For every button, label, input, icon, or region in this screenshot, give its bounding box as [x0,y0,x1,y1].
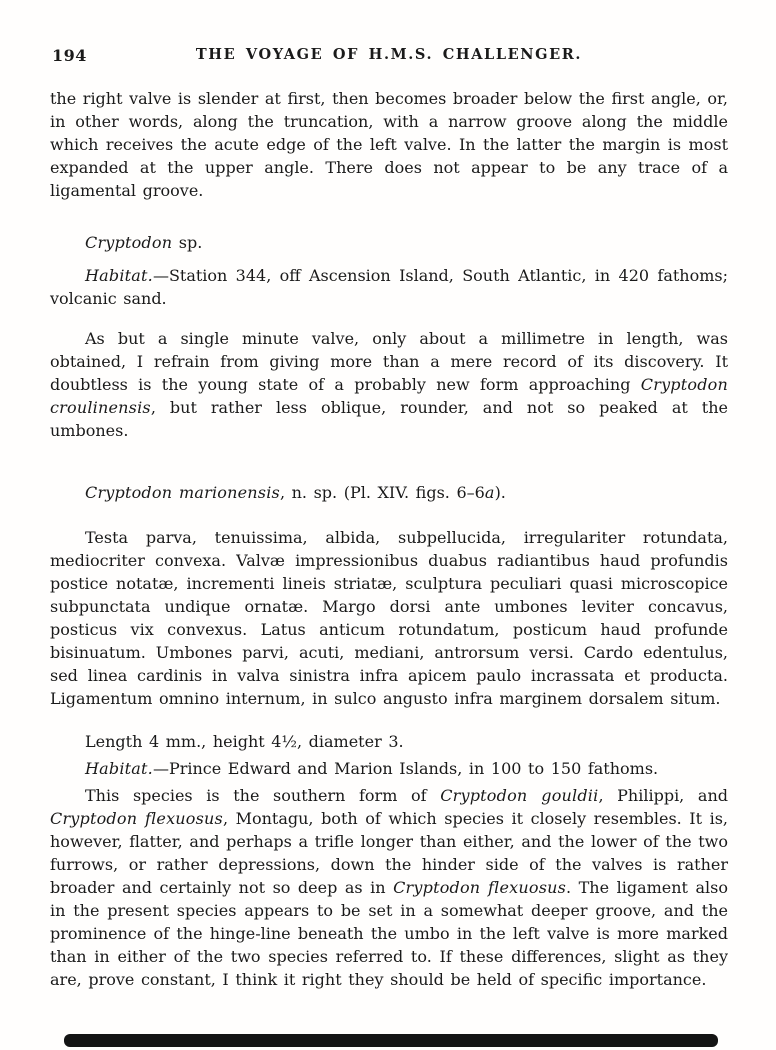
scan-artifact-bar [64,1034,718,1047]
paragraph-habitat-station: Habitat.—Station 344, off Ascension Island, South Atlantic, in 420 fathoms; volcanic sand. [50,266,728,308]
page-header [50,46,728,66]
page-number: 194 [52,46,87,65]
species-heading-cryptodon-marionensis: Cryptodon marionensis, n. sp. (Pl. XIV. figs. 6–6a). [85,483,506,502]
paragraph-continuation: the right valve is slender at first, then becomes broader below the first angle, or, in other words, along the truncation, with a narrow groove along the middle which receives the acute edge of the left valve. In the latter the margin is most expanded at the upper angle. There does not appear to be any trace of a ligamental groove. [50,89,728,200]
running-title: THE VOYAGE OF H.M.S. CHALLENGER. [195,46,583,63]
paragraph-latin-description: Testa parva, tenuissima, albida, subpellucida, irregulariter rotundata, mediocriter convexa. Valvæ impressionibus duabus radiantibus haud profundis postice notatæ, incrementi lineis striatæ, sculptura peculiari quasi microscopice subpunctata undique ornatæ. Margo dorsi ante umbones leviter concavus, posticus vix convexus. Latus anticum rotundatum, posticum haud profunde bisinuatum. Umbones parvi, acuti, mediani, antrorsum versi. Cardo edentulus, sed linea cardinis in valva sinistra infra apicem paulo incrassata et producta. Ligamentum omnino internum, in sulco angusto infra marginem dorsalem situm. [50,528,728,708]
paragraph-species-comparison: This species is the southern form of Cryptodon gouldii, Philippi, and Cryptodon flexuosus, Montagu, both of which species it closely resembles. It is, however, flatter, and perhaps a trifle longer than either, and the lower of the two furrows, or rather depressions, down the hinder side of the valves is rather broader and certainly not so deep as in Cryptodon flexuosus. The ligament also in the present species appears to be set in a somewhat deeper groove, and the prominence of the hinge-line beneath the umbo in the left valve is more marked than in either of the two species referred to. If these differences, slight as they are, prove constant, I think it right they should be held of specific importance. [50,786,729,989]
page-body [50,87,728,991]
species-heading-cryptodon-sp: Cryptodon sp. [85,233,203,252]
paragraph-single-valve: As but a single minute valve, only about a millimetre in length, was obtained, I refrain from giving more than a mere record of its discovery. It doubtless is the young state of a probably new form approaching Cryptodon croulinensis, but rather less oblique, rounder, and not so peaked at the umbones. [50,329,728,440]
paragraph-dimensions: Length 4 mm., height 4½, diameter 3. [85,732,404,751]
paragraph-habitat-marion: Habitat.—Prince Edward and Marion Islands, in 100 to 150 fathoms. [85,759,659,778]
